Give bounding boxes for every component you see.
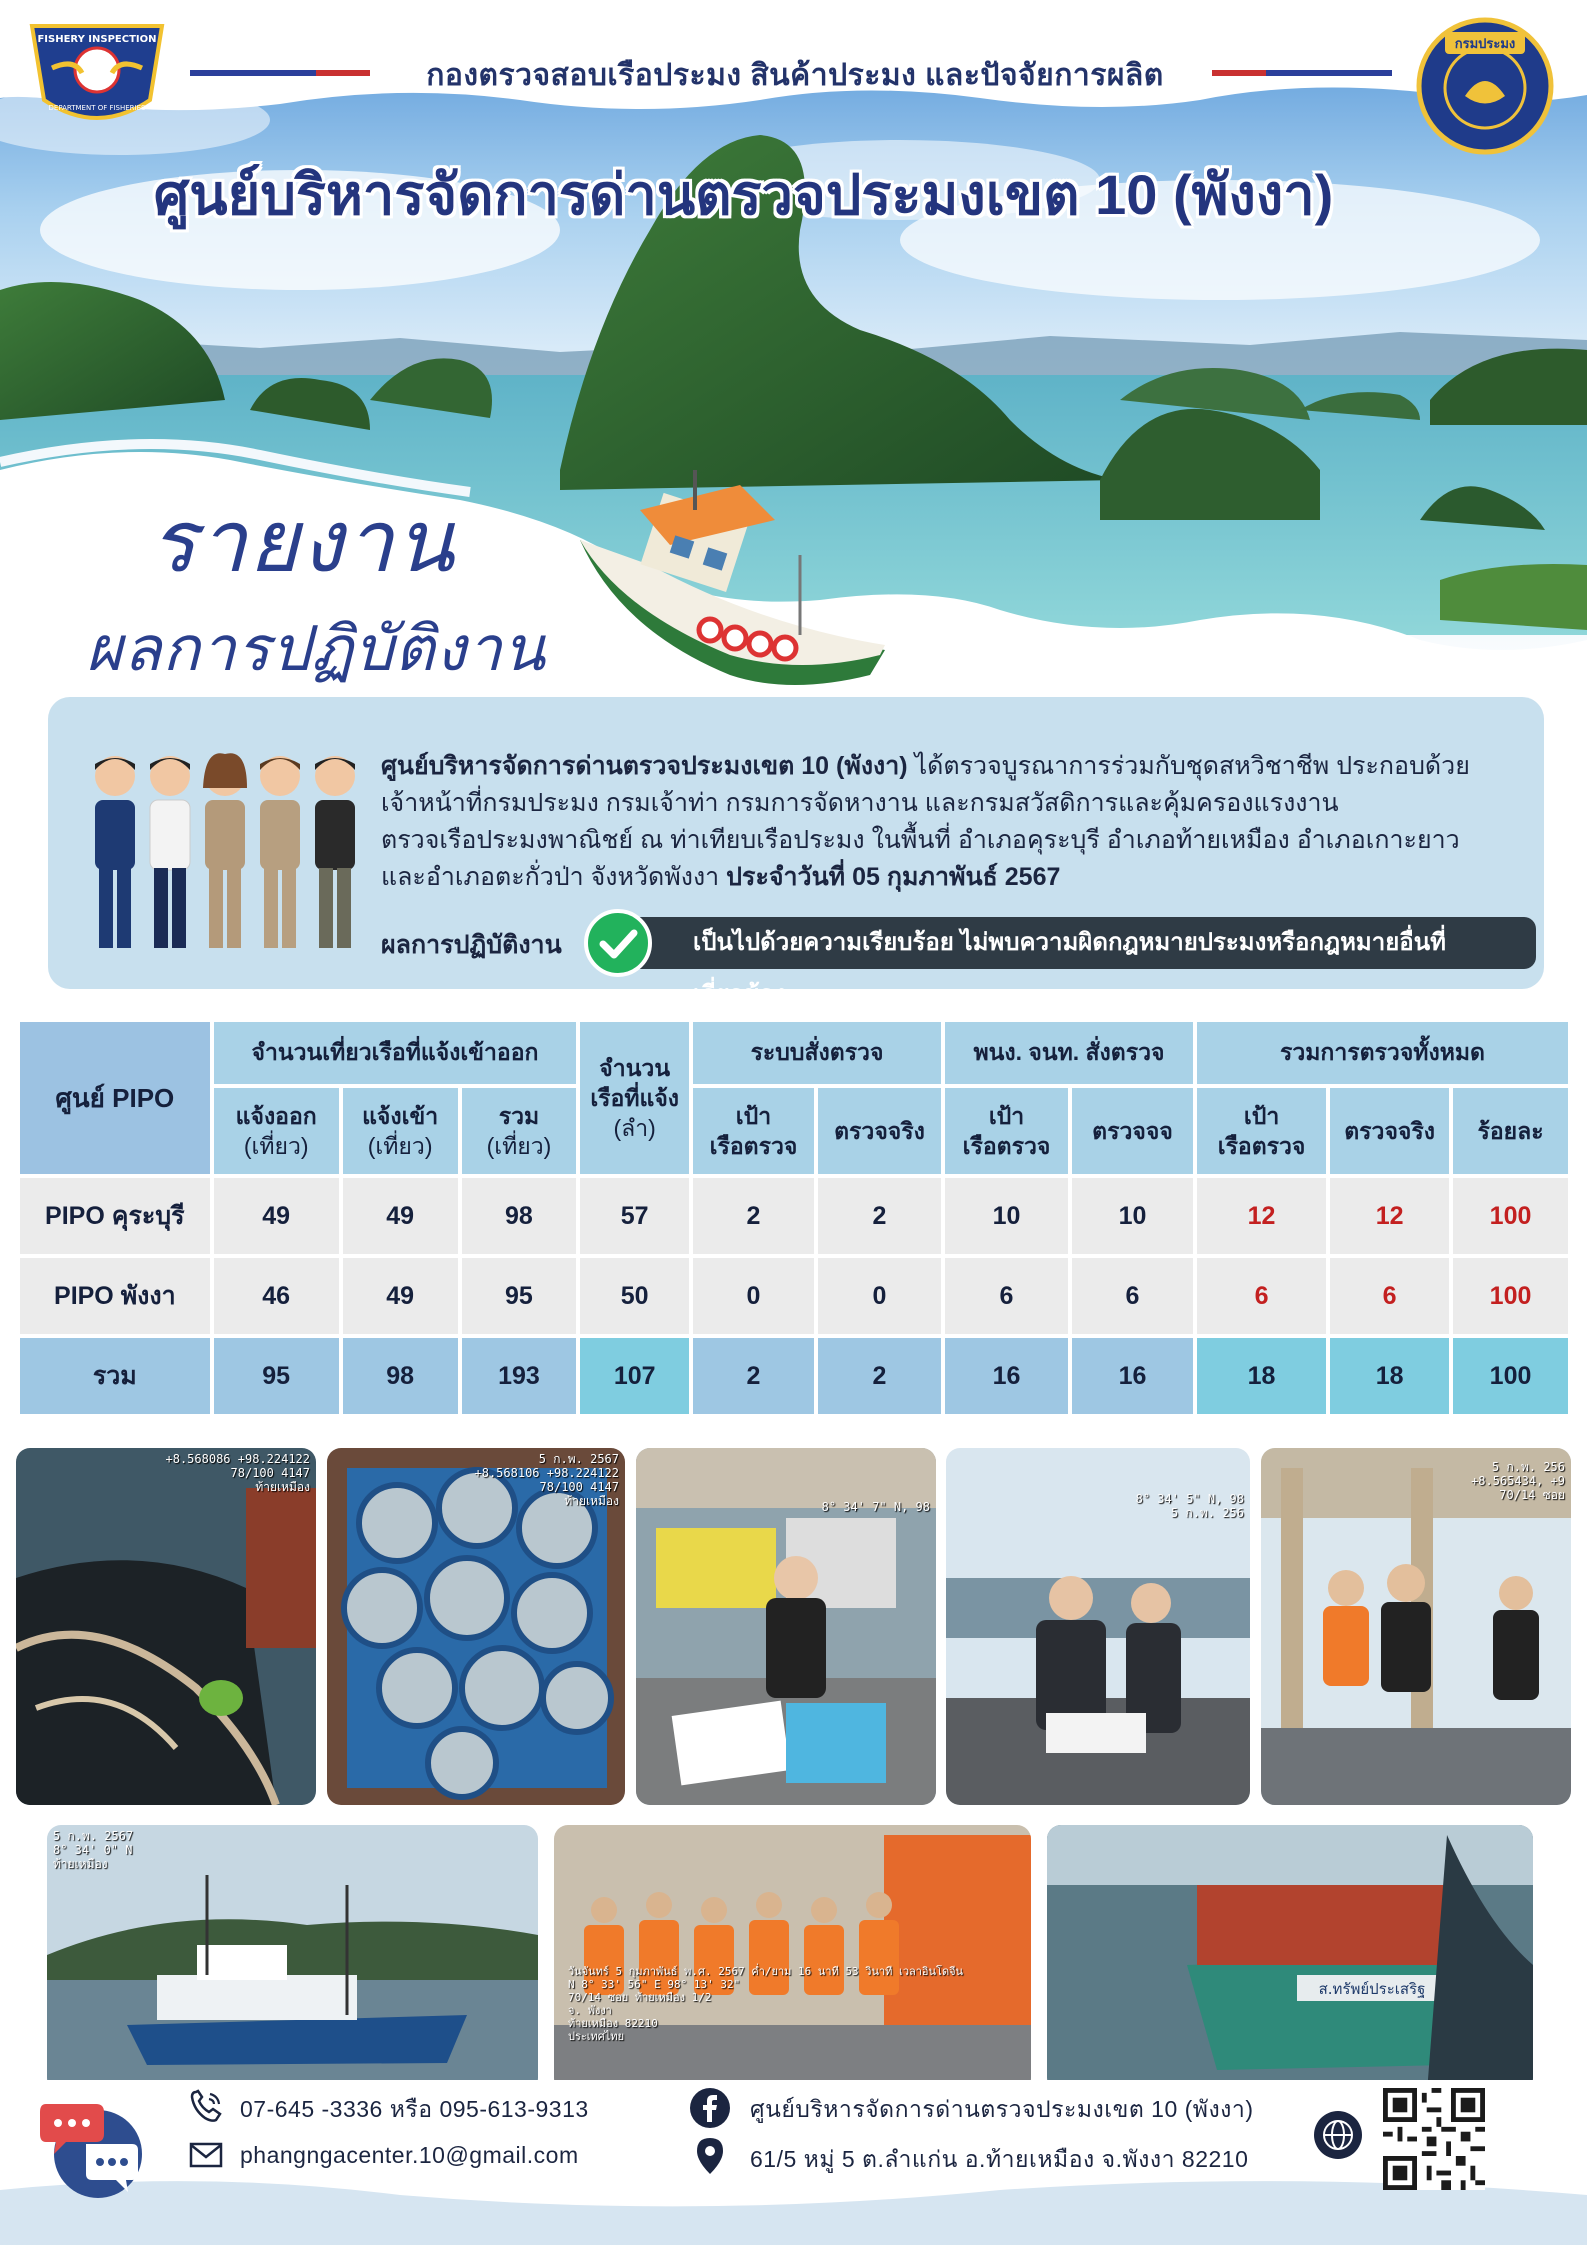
col-group-total: รวมการตรวจทั้งหมด	[1197, 1022, 1568, 1084]
col-boats-header: จำนวน เรือที่แจ้ง (ลำ)	[580, 1022, 689, 1174]
inspection-table	[16, 1018, 1572, 1411]
photo-stamp: +8.568086 +98.224122 78/100 4147 ท้ายเหมือง	[165, 1452, 310, 1494]
hull-name: ส.ทรัพย์ประเสริฐ	[1318, 1980, 1426, 1998]
photo-moored-vessel	[1047, 1825, 1533, 2092]
location-pin-icon	[692, 2136, 728, 2176]
contact-phone[interactable]: 07-645 -3336 หรือ 095-613-9313	[240, 2096, 589, 2122]
col-trips-total: รวม (เที่ยว)	[462, 1088, 577, 1174]
col-off-target: เป้า เรือตรวจ	[945, 1088, 1068, 1174]
contact-facebook[interactable]: ศูนย์บริหารจัดการด่านตรวจประมงเขต 10 (พังงา)	[750, 2096, 1254, 2122]
qr-code[interactable]	[1383, 2088, 1485, 2190]
officers-illustration	[85, 748, 360, 958]
facebook-icon	[688, 2086, 732, 2130]
svg-text:FISHERY INSPECTION: FISHERY INSPECTION	[37, 34, 157, 45]
col-trips-out: แจ้งออก (เที่ยว)	[214, 1088, 339, 1174]
fishery-inspection-logo	[22, 18, 172, 128]
summary-text	[381, 748, 1531, 896]
summary-line-3: ตรวจเรือประมงพาณิชย์ ณ ท่าเทียบเรือประมง ในพื้นที่ อำเภอคุระบุรี อำเภอท้ายเหมือง อำเภอเกาะยาว	[381, 826, 1460, 854]
table-row: PIPO คุระบุรี 49 49 98 57 2 2 10 10 12 12 100	[20, 1178, 1568, 1254]
col-sys-actual: ตรวจจริง	[818, 1088, 941, 1174]
col-group-trips: จำนวนเที่ยวเรือที่แจ้งเข้าออก	[214, 1022, 577, 1084]
contact-address: 61/5 หมู่ 5 ต.ลำแก่น อ.ท้ายเหมือง จ.พังงา 82210	[750, 2146, 1249, 2172]
summary-line-2: เจ้าหน้าที่กรมประมง กรมเจ้าท่า กรมการจัดหางาน และกรมสวัสดิการและคุ้มครองแรงงาน	[381, 789, 1339, 817]
summary-line-4: และอำเภอตะกั่วป่า จังหวัดพังงา	[381, 863, 727, 891]
report-heading: รายงาน	[150, 492, 456, 592]
email-icon	[188, 2140, 224, 2170]
photo-document-check	[636, 1448, 936, 1805]
table-row: PIPO พังงา 46 49 95 50 0 0 6 6 6 6 100	[20, 1258, 1568, 1334]
photo-stamp: 5 ก.พ. 2567 +8.568106 +98.224122 78/100 4147 ท้ายเหมือง	[474, 1452, 619, 1508]
photo-officers-inspection	[946, 1448, 1250, 1805]
check-icon	[584, 909, 652, 977]
photo-fish-baskets	[327, 1448, 625, 1805]
photo-stamp: 8° 34' 7" N, 98	[821, 1500, 930, 1514]
org-name: ศูนย์บริหารจัดการด่านตรวจประมงเขต 10 (พังงา)	[381, 752, 908, 780]
photo-stamp: 5 ก.พ. 2567 8° 34' 0" N ท้ายเหมือง	[53, 1829, 134, 1871]
center-title: ศูนย์บริหารจัดการด่านตรวจประมงเขต 10 (พังงา)	[153, 163, 1334, 226]
svg-text:กรมประมง: กรมประมง	[1454, 37, 1516, 52]
phone-icon	[188, 2088, 224, 2124]
col-percent: ร้อยละ	[1453, 1088, 1568, 1174]
department-of-fisheries-seal	[1415, 16, 1555, 156]
col-sys-target: เป้า เรือตรวจ	[693, 1088, 814, 1174]
fishing-boat-illustration	[560, 460, 920, 690]
col-group-system: ระบบสั่งตรวจ	[693, 1022, 941, 1084]
title-rule-right	[1212, 70, 1392, 76]
summary-line-1: ได้ตรวจบูรณาการร่วมกับชุดสหวิชาชีพ ประกอบด้วย	[907, 752, 1470, 780]
department-title: กองตรวจสอบเรือประมง สินค้าประมง และปัจจัยการผลิต	[426, 59, 1164, 92]
col-trips-in: แจ้งเข้า (เที่ยว)	[343, 1088, 458, 1174]
table-total-row: รวม 95 98 193 107 2 2 16 16 18 18 100	[20, 1338, 1568, 1414]
contact-footer	[0, 2080, 1587, 2245]
result-label: ผลการปฏิบัติงาน	[381, 931, 562, 959]
photo-stamp: 5 ก.พ. 256 +8.565434, +9 70/14 ซอย	[1471, 1460, 1565, 1502]
photo-stamp: วันจันทร์ 5 กุมภาพันธ์ พ.ศ. 2567 ค่ำ/ยาม 16 นาที 53 วินาที เวลาอินโดจีน N 8° 33' 56" E 98° 13' 32" 70/14 ซอย ท้ายเหมือง 1/2 จ. พังงา ท้ายเหมือง 82210 ประเทศไทย	[568, 1965, 964, 2043]
photo-stamp: 8° 34' 5" N, 98 5 ก.พ. 256	[1135, 1492, 1244, 1520]
hero-banner	[0, 0, 1587, 690]
col-tot-target: เป้า เรือตรวจ	[1197, 1088, 1326, 1174]
col-group-officer: พนง. จนท. สั่งตรวจ	[945, 1022, 1193, 1084]
result-status: เป็นไปด้วยความเรียบร้อย ไม่พบความผิดกฎหมายประมงหรือกฎหมายอื่นที่เกี่ยวข้อง	[601, 917, 1536, 969]
photo-crew-check	[1261, 1448, 1571, 1805]
chat-icon	[36, 2094, 146, 2204]
photo-fishing-vessel	[47, 1825, 538, 2092]
report-subheading: ผลการปฏิบัติงาน	[86, 612, 547, 685]
title-rule-left	[190, 70, 370, 76]
report-date: ประจำวันที่ 05 กุมภาพันธ์ 2567	[726, 863, 1061, 891]
col-tot-actual: ตรวจจริง	[1330, 1088, 1449, 1174]
globe-icon[interactable]	[1313, 2110, 1363, 2160]
photo-fishing-net	[16, 1448, 316, 1805]
svg-text:DEPARTMENT OF FISHERIES: DEPARTMENT OF FISHERIES	[48, 104, 146, 112]
photo-group-crew	[554, 1825, 1031, 2092]
col-off-actual: ตรวจจจ	[1072, 1088, 1193, 1174]
result-row	[381, 915, 1536, 1008]
col-center-header: ศูนย์ PIPO	[20, 1022, 210, 1174]
contact-email[interactable]: phangngacenter.10@gmail.com	[240, 2142, 579, 2168]
